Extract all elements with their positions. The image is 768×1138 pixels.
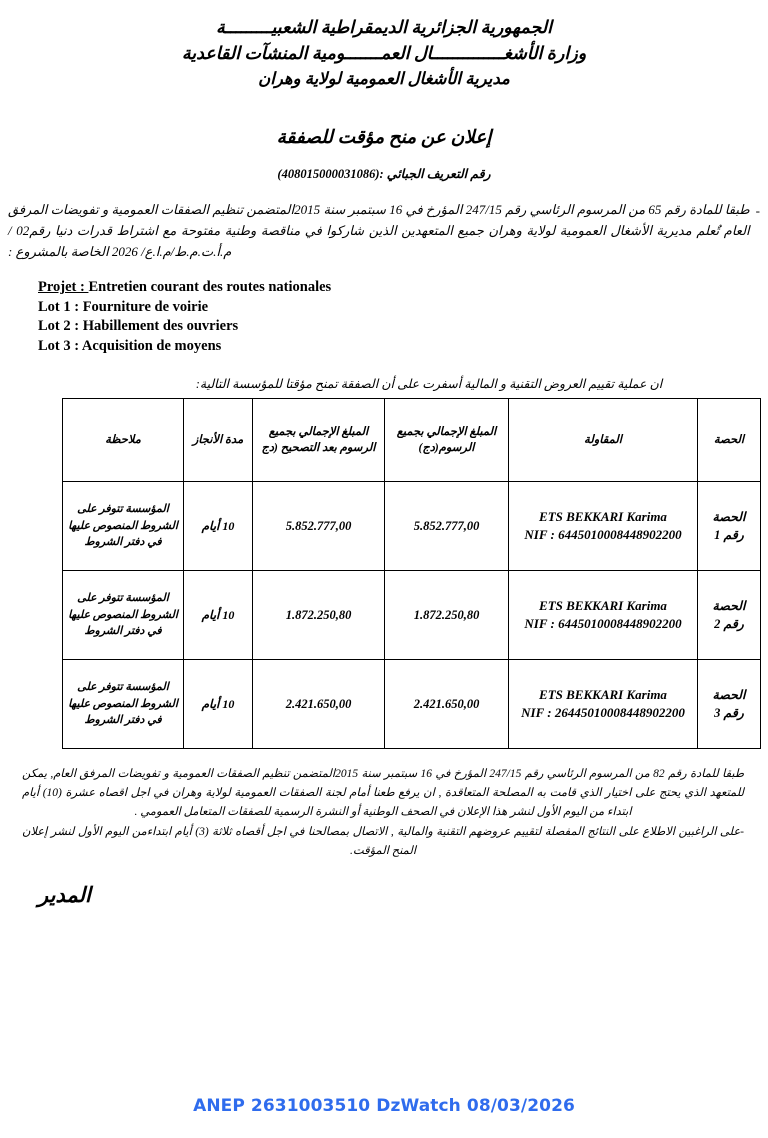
table-row [63, 482, 761, 571]
table-row [63, 660, 761, 749]
value-amount-corrected: 2.421.650,00 [285, 696, 352, 711]
cell-amount-ttc [385, 482, 509, 571]
value-note: المؤسسة تتوفر على الشروط المنصوص عليها في دفتر الشروط [68, 592, 178, 638]
cell-note [63, 571, 184, 660]
bullet-dash-icon: - [755, 203, 760, 219]
pre-table-sentence: ان عملية تقييم العروض التقنية و المالية أسفرت على أن الصفقة تمنح مؤقتا للمؤسسة التالية: [195, 377, 663, 392]
cell-amount-corrected [253, 660, 385, 749]
value-delay: 10 أيام [201, 518, 235, 533]
signature-director: المدير [38, 883, 91, 908]
header-cell-lot [698, 399, 761, 482]
value-firm-nif: NIF : 6445010008448902200 [524, 616, 682, 632]
value-firm-nif: NIF : 26445010008448902200 [521, 705, 685, 721]
header-cell-note [63, 399, 184, 482]
cell-firm [509, 571, 698, 660]
header-cell-firm [509, 399, 698, 482]
legal-notes-block [0, 765, 768, 861]
project-block [0, 278, 768, 356]
header-cell-amount-corrected [253, 399, 385, 482]
value-lot: الحصة رقم 1 [712, 509, 746, 543]
header-cell-delay [184, 399, 253, 482]
document-header [0, 0, 768, 91]
cell-lot [698, 571, 761, 660]
cell-note [63, 482, 184, 571]
project-line [38, 278, 768, 297]
header-label-delay: مدة الأنجاز [192, 433, 244, 446]
cell-amount-ttc [385, 660, 509, 749]
value-delay: 10 أيام [201, 607, 235, 622]
award-table-body [63, 482, 761, 749]
cell-delay [184, 660, 253, 749]
value-amount-ttc: 2.421.650,00 [413, 696, 480, 711]
cell-delay [184, 571, 253, 660]
table-header-row [63, 399, 761, 482]
header-label-amount-ttc: المبلغ الإجمالي بجميع الرسوم(دج) [396, 425, 497, 455]
cell-lot [698, 482, 761, 571]
cell-firm [509, 482, 698, 571]
legal-note-results: -على الراغبين الاطلاع على النتائج المفصلة لتقييم عروضهم التقنية والمالية , الاتصال بمصالحنا في اجل أقصاه ثلاثة (3) أيام ابتداءمن اليوم الأول لنشر إعلان المنح المؤقت. [22, 826, 745, 858]
value-amount-corrected: 5.852.777,00 [285, 518, 352, 533]
header-line-ministry: وزارة الأشغــــــــــــــال العمـــــــومية المنشآت القاعدية [181, 43, 587, 64]
header-label-firm: المقاولة [584, 433, 622, 446]
lot-line-2: Lot 2 : Habillement des ouvriers [38, 318, 239, 335]
cell-firm [509, 660, 698, 749]
anep-footer: ANEP 2631003510 DzWatch 08/03/2026 [193, 1096, 575, 1116]
cell-amount-ttc [385, 571, 509, 660]
fiscal-identification-number: رقم التعريف الجبائي :(408015000031086) [277, 167, 491, 182]
header-line-republic: الجمهورية الجزائرية الديمقراطية الشعبيـــــــــة [216, 17, 552, 37]
header-line-directorate: مديرية الأشغال العمومية لولاية وهران [258, 68, 510, 88]
cell-lot [698, 660, 761, 749]
legal-note-appeal: طبقا للمادة رقم 82 من المرسوم الرئاسي رقم 247/15 المؤرخ في 16 سبتمبر سنة 2015المتضمن تنظيم الصفقات العمومية و تفويضات المرفق العام, يمكن للمتعهد الذي يحتج على اختيار الذي قامت به المصلحة المتعاقدة , ان يرفع طعنا أمام لجنة الصفقات العمومية لولاية وهران في اجل اقصاه عشرة (10) أيام ابتداء من اليوم الأول لنشر هذا الإعلان في الصحف الوطنية أو النشرة الرسمية للصفقات المتعامل العمومي . [22, 768, 745, 819]
project-label: Projet : [38, 279, 89, 296]
cell-note [63, 660, 184, 749]
award-table-head [63, 399, 761, 482]
award-table [62, 398, 761, 749]
value-delay: 10 أيام [201, 696, 235, 711]
lot-line-3: Lot 3 : Acquisition de moyens [38, 337, 222, 354]
value-firm-name: ETS BEKKARI Karima [539, 508, 667, 524]
award-table-wrapper [0, 398, 768, 749]
value-lot: الحصة رقم 3 [712, 687, 746, 721]
cell-delay [184, 482, 253, 571]
header-label-lot: الحصة [713, 433, 745, 446]
value-firm-name: ETS BEKKARI Karima [539, 686, 667, 702]
project-value: Entretien courant des routes nationales [88, 279, 332, 296]
value-firm-nif: NIF : 6445010008448902200 [524, 527, 682, 543]
value-note: المؤسسة تتوفر على الشروط المنصوص عليها في دفتر الشروط [68, 503, 178, 549]
intro-paragraph [0, 199, 768, 262]
cell-amount-corrected [253, 571, 385, 660]
header-label-note: ملاحظة [105, 433, 141, 446]
header-label-amount-corrected: المبلغ الإجمالي بجميع الرسوم بعد التصحيح (دج [261, 425, 376, 455]
page-title: إعلان عن منح مؤقت للصفقة [276, 128, 492, 149]
table-row [63, 571, 761, 660]
value-firm-name: ETS BEKKARI Karima [539, 597, 667, 613]
value-amount-ttc: 1.872.250,80 [413, 607, 480, 622]
value-amount-ttc: 5.852.777,00 [413, 518, 480, 533]
value-lot: الحصة رقم 2 [712, 598, 746, 632]
value-amount-corrected: 1.872.250,80 [285, 607, 352, 622]
header-cell-amount-ttc [385, 399, 509, 482]
value-note: المؤسسة تتوفر على الشروط المنصوص عليها في دفتر الشروط [68, 681, 178, 727]
cell-amount-corrected [253, 482, 385, 571]
lot-line-1: Lot 1 : Fourniture de voirie [38, 298, 209, 315]
intro-paragraph-text: طبقا للمادة رقم 65 من المرسوم الرئاسي رقم 247/15 المؤرخ في 16 سبتمبر سنة 2015المتضمن تنظيم الصفقات العمومية و تفويضات المرفق العام تٌعلم مديرية الأشغال العمومية لولاية وهران جميع المتعهدين الذين شاركوا في مناقصة وطنية مفتوحة مع اشتراط قدرات دنيا رقم02 / م.أ.ت.م.ط/م.ا.ع/ 2026 الخاصة بالمشروع : [8, 202, 750, 260]
